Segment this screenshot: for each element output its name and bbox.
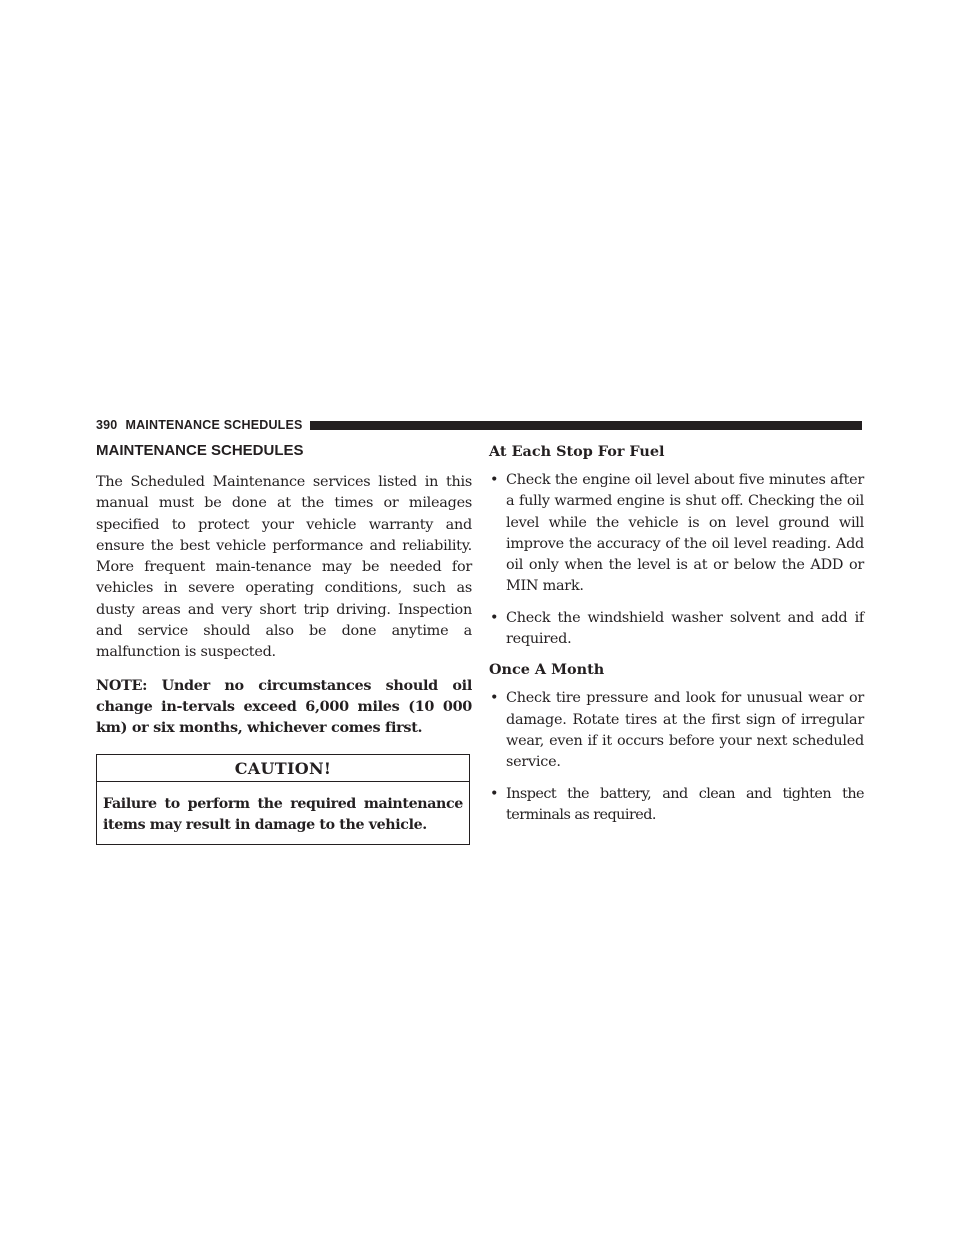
oil-change-note: NOTE: Under no circumstances should oil change in-tervals exceed 6,000 miles (10 000 km) or six months, whichever comes first. (96, 676, 472, 737)
monthly-heading: Once A Month (489, 661, 605, 679)
section-name: MAINTENANCE SCHEDULES (125, 418, 303, 432)
right-column (489, 442, 864, 836)
bullet-icon: • (490, 690, 499, 707)
bullet-icon: • (490, 609, 499, 626)
list-item (489, 784, 864, 827)
left-column (96, 442, 472, 845)
caution-box (96, 754, 470, 845)
list-item (489, 470, 864, 598)
list-item (489, 688, 864, 773)
list-item-text: Check tire pressure and look for unusual wear or damage. Rotate tires at the first sign of irregular wear, even if it occurs before your next scheduled service. (506, 690, 864, 771)
bullet-icon: • (490, 785, 499, 802)
list-item-text: Check the engine oil level about five minutes after a fully warmed engine is shut off. Checking the oil level while the vehicle is on level ground will improve the accuracy of the oil level reading. Add oil only when the level is at or below the ADD or MIN mark. (506, 472, 864, 595)
fuel-stop-heading: At Each Stop For Fuel (489, 443, 665, 460)
intro-paragraph: The Scheduled Maintenance services listed in this manual must be done at the times or mileages specified to protect your vehicle warranty and ensure the best vehicle performance and reliability. More frequent main-tenance may be needed for vehicles in severe operating conditions, such as dusty areas and very short trip driving. Inspection and service should also be done anytime a malfunction is suspected. (96, 474, 472, 661)
caution-body: Failure to perform the required maintenance items may result in damage to the vehicle. (103, 795, 463, 833)
page-header (96, 418, 862, 432)
header-rule (310, 421, 862, 430)
monthly-list (489, 688, 864, 826)
page-number: 390 (96, 418, 118, 432)
caution-title: CAUTION! (97, 755, 469, 782)
list-item-text: Check the windshield washer solvent and add if required. (506, 609, 864, 648)
bullet-icon: • (490, 472, 499, 488)
fuel-stop-list (489, 470, 864, 650)
list-item-text: Inspect the battery, and clean and tighten the terminals as required. (506, 785, 864, 823)
list-item (489, 608, 864, 651)
page-title: MAINTENANCE SCHEDULES (96, 442, 304, 459)
